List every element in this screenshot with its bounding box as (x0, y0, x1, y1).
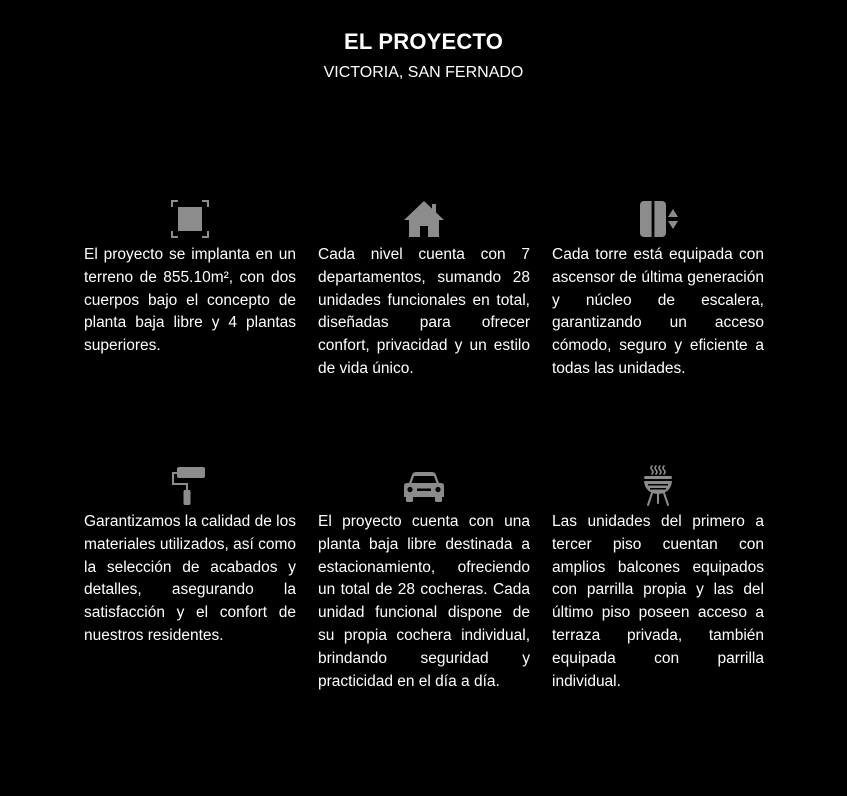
land-area-icon (167, 196, 213, 242)
car-icon (401, 463, 447, 509)
feature-text: Las unidades del primero a tercer piso cuentan con amplios balcones equipados con parrilla propia y las del último piso poseen acceso a terraza privada, también equipada con parrilla individual. (552, 513, 764, 690)
paint-roller-icon (167, 463, 213, 509)
feature-parking (318, 463, 530, 693)
elevator-icon (635, 196, 681, 242)
feature-land (84, 196, 296, 358)
feature-balconies (552, 463, 764, 693)
feature-text: Cada nivel cuenta con 7 departamentos, sumando 28 unidades funcionales en total, diseñadas para ofrecer confort, privacidad y un estilo de vida único. (318, 246, 530, 377)
feature-text: El proyecto se implanta en un terreno de 855.10m², con dos cuerpos bajo el concepto de planta baja libre y 4 plantas superiores. (84, 246, 296, 355)
feature-text: El proyecto cuenta con una planta baja libre destinada a estacionamiento, ofreciendo un total de 28 cocheras. Cada unidad funcional dispone de su propia cochera individual, brindando seguridad y practicidad en el día a día. (318, 513, 530, 690)
feature-elevator (552, 196, 764, 381)
feature-materials (84, 463, 296, 648)
feature-text: Garantizamos la calidad de los materiales utilizados, así como la selección de acabados y detalles, asegurando la satisfacción y el confort de nuestros residentes. (84, 513, 296, 644)
section-title: EL PROYECTO (343, 29, 504, 54)
house-icon (401, 196, 447, 242)
grill-icon (635, 463, 681, 509)
feature-units (318, 196, 530, 381)
feature-text: Cada torre está equipada con ascensor de última generación y núcleo de escalera, garantizando un acceso cómodo, seguro y eficiente a todas las unidades. (552, 246, 764, 377)
section-subtitle: VICTORIA, SAN FERNADO (323, 64, 524, 81)
section-header (0, 28, 847, 83)
